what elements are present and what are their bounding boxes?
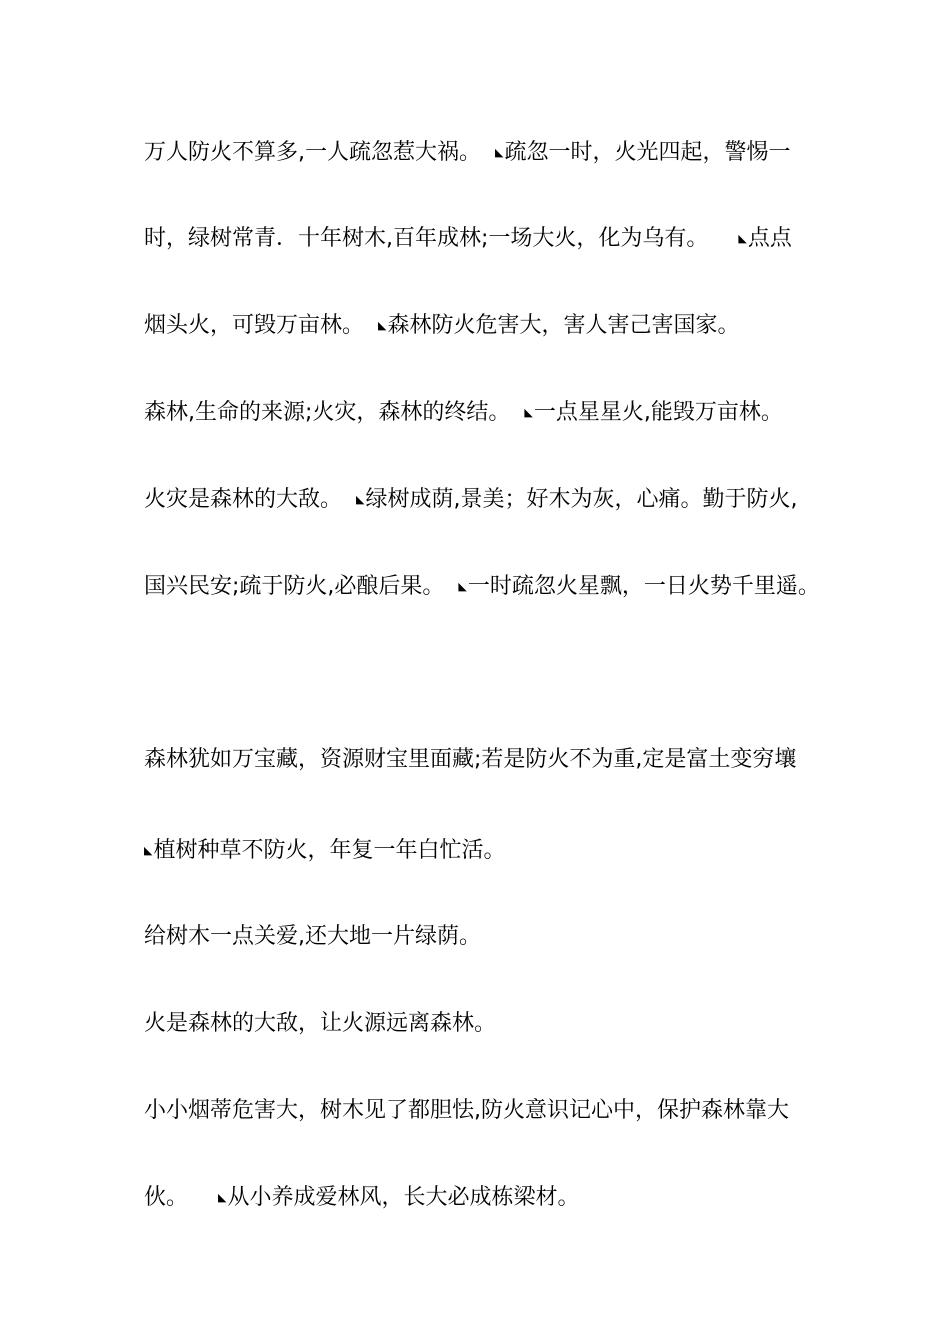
text-segment: 万人防火不算多,一人疏忽惹大祸。 <box>144 140 481 165</box>
bullet-mark-icon: ◣ <box>524 406 533 419</box>
bullet-mark-icon: ◣ <box>495 146 504 159</box>
text-segment: 烟头火，可毁万亩林。 <box>144 313 365 338</box>
text-line-1 <box>144 136 790 170</box>
bullet-mark-icon: ◣ <box>738 232 747 245</box>
text-line-11 <box>144 1094 789 1128</box>
text-line-7 <box>144 743 796 777</box>
bullet-mark-icon: ◣ <box>378 319 387 332</box>
text-segment: 国兴民安;疏于防火,必酿后果。 <box>144 574 445 599</box>
bullet-mark-icon: ◣ <box>144 844 153 857</box>
text-segment: 从小养成爱林风，长大必成栋梁材。 <box>227 1185 580 1210</box>
text-segment: 一时疏忽火星飘，一日火势千里遥。 <box>467 574 820 599</box>
text-line-3 <box>144 309 740 343</box>
text-segment: 点点 <box>747 226 792 251</box>
text-line-10 <box>144 1007 496 1041</box>
bullet-mark-icon: ◣ <box>218 1191 227 1204</box>
text-line-9 <box>144 920 481 954</box>
text-segment: 一点星星火,能毁万亩林。 <box>533 400 783 425</box>
text-segment: 植树种草不防火，年复一年白忙活。 <box>153 838 506 863</box>
text-segment: 火是森林的大敌，让火源远离森林。 <box>144 1011 497 1036</box>
text-line-6 <box>144 570 820 604</box>
bullet-mark-icon: ◣ <box>458 580 467 593</box>
text-segment: 给树木一点关爱,还大地一片绿荫。 <box>144 924 481 949</box>
text-line-8 <box>144 834 505 868</box>
text-segment: 小小烟蒂危害大，树木见了都胆怯,防火意识记心中，保护森林靠大 <box>144 1098 789 1123</box>
text-line-4 <box>144 396 783 430</box>
text-segment: 森林,生命的来源;火灾，森林的终结。 <box>144 400 511 425</box>
text-segment: 绿树成荫,景美；好木为灰，心痛。勤于防火, <box>365 487 798 512</box>
text-segment: 伙。 <box>144 1185 189 1210</box>
text-segment: 森林犹如万宝藏，资源财宝里面藏;若是防火不为重,定是富土变穷壤 <box>144 747 797 772</box>
text-segment: 时，绿树常青．十年树木,百年成林;一场大火，化为乌有。 <box>144 226 709 251</box>
text-line-12 <box>144 1181 580 1215</box>
text-line-5 <box>144 483 797 517</box>
text-segment: 疏忽一时，火光四起，警惕一 <box>504 140 791 165</box>
text-line-2 <box>144 222 792 256</box>
text-segment: 火灾是森林的大敌。 <box>144 487 343 512</box>
text-segment: 森林防火危害大，害人害己害国家。 <box>387 313 740 338</box>
bullet-mark-icon: ◣ <box>356 493 365 506</box>
